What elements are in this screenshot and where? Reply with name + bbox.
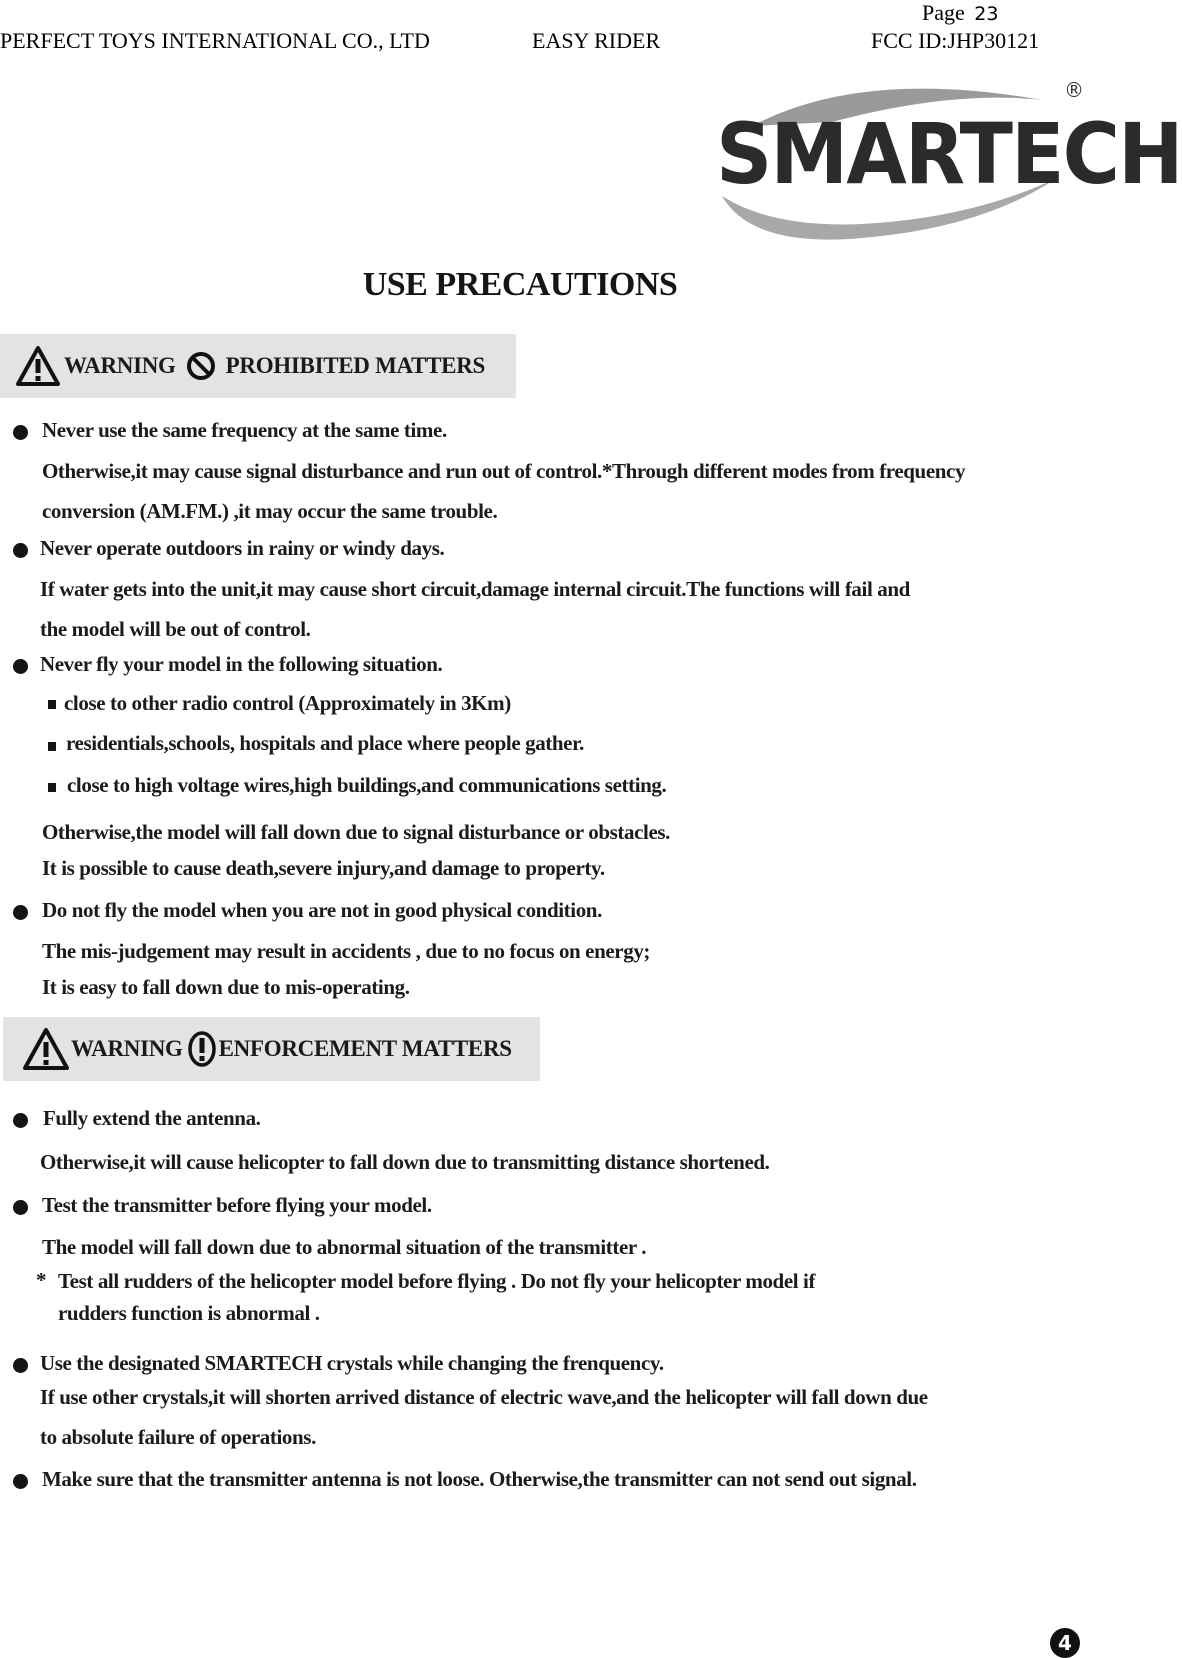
product-name: EASY RIDER xyxy=(532,28,661,53)
prohibited-heading: PROHIBITED MATTERS xyxy=(225,353,485,378)
page-badge: 4 xyxy=(1050,1628,1080,1658)
exclamation-icon xyxy=(187,1030,217,1068)
enforcement-heading: ENFORCEMENT MATTERS xyxy=(218,1036,512,1061)
prohibited-item-1-line-1: Otherwise,it may cause signal disturbance and run out of control.*Through different modes from frequency xyxy=(42,459,966,483)
prohibited-item-2-line-1: If water gets into the unit,it may cause short circuit,damage internal circuit.The functions will fail and xyxy=(40,577,910,601)
prohibited-item-4-line-1: The mis-judgement may result in accidents , due to no focus on energy; xyxy=(42,939,651,963)
prohibited-item-3-sub-3: close to high voltage wires,high buildings,and communications setting. xyxy=(67,773,667,797)
square-bullet-icon xyxy=(48,742,56,751)
bullet-icon xyxy=(13,1113,28,1128)
prohibited-item-3-line-1: Otherwise,the model will fall down due to signal disturbance or obstacles. xyxy=(42,820,671,844)
enforcement-item-2-note-2: rudders function is abnormal . xyxy=(58,1301,320,1325)
bullet-icon xyxy=(13,425,28,440)
prohibited-item-1-line-2: conversion (AM.FM.) ,it may occur the same trouble. xyxy=(42,499,498,523)
page-title: USE PRECAUTIONS xyxy=(362,266,678,303)
bullet-icon xyxy=(13,1358,28,1373)
prohibited-item-3-heading: Never fly your model in the following situation. xyxy=(40,652,443,676)
square-bullet-icon xyxy=(48,783,56,792)
bullet-icon xyxy=(13,659,28,674)
smartech-logo xyxy=(712,78,1182,246)
logo-text: SMARTECH xyxy=(716,105,1182,203)
warning-triangle-icon xyxy=(16,346,60,386)
prohibited-item-1-heading: Never use the same frequency at the same time. xyxy=(42,418,447,442)
enforcement-item-2-line-1: The model will fall down due to abnormal situation of the transmitter . xyxy=(42,1235,647,1259)
enforcement-item-3-line-1: If use other crystals,it will shorten arrived distance of electric wave,and the helicopter will fall down due xyxy=(40,1385,928,1409)
page-number: 23 xyxy=(974,3,999,25)
prohibited-item-4-heading: Do not fly the model when you are not in good physical condition. xyxy=(42,898,602,922)
bullet-icon xyxy=(13,543,28,558)
enforcement-item-2-heading: Test the transmitter before flying your model. xyxy=(42,1193,432,1217)
prohibited-item-3-sub-1: close to other radio control (Approximately in 3Km) xyxy=(64,691,511,715)
bullet-icon xyxy=(13,905,28,920)
warning-triangle-icon xyxy=(23,1028,69,1070)
prohibited-banner xyxy=(0,334,516,398)
enforcement-item-1-line-1: Otherwise,it will cause helicopter to fall down due to transmitting distance shortened. xyxy=(40,1150,770,1174)
page-label xyxy=(922,0,998,26)
fcc-id: FCC ID:JHP30121 xyxy=(871,28,1040,53)
prohibited-icon xyxy=(186,350,216,382)
enforcement-item-2-note-1: Test all rudders of the helicopter model before flying . Do not fly your helicopter model if xyxy=(58,1269,816,1293)
warning-label: WARNING xyxy=(71,1036,183,1061)
bullet-icon xyxy=(13,1200,28,1215)
bullet-icon xyxy=(13,1474,28,1489)
enforcement-banner xyxy=(3,1017,540,1081)
square-bullet-icon xyxy=(48,700,56,709)
company-name: PERFECT TOYS INTERNATIONAL CO., LTD xyxy=(0,28,430,53)
enforcement-item-3-heading: Use the designated SMARTECH crystals while changing the frenquency. xyxy=(40,1351,664,1375)
prohibited-item-3-sub-2: residentials,schools, hospitals and place where people gather. xyxy=(66,731,584,755)
prohibited-item-4-line-2: It is easy to fall down due to mis-operating. xyxy=(42,975,410,999)
enforcement-item-1-heading: Fully extend the antenna. xyxy=(43,1106,261,1130)
asterisk-marker: * xyxy=(36,1268,47,1292)
warning-label: WARNING xyxy=(64,353,176,378)
enforcement-item-4-heading: Make sure that the transmitter antenna is not loose. Otherwise,the transmitter can not send out signal. xyxy=(42,1467,917,1491)
prohibited-item-3-line-2: It is possible to cause death,severe injury,and damage to property. xyxy=(42,856,605,880)
page-label-text: Page xyxy=(922,0,965,25)
prohibited-item-2-line-2: the model will be out of control. xyxy=(40,617,311,641)
enforcement-item-3-line-2: to absolute failure of operations. xyxy=(40,1425,316,1449)
prohibited-item-2-heading: Never operate outdoors in rainy or windy days. xyxy=(40,536,445,560)
registered-mark: ® xyxy=(1064,78,1084,102)
